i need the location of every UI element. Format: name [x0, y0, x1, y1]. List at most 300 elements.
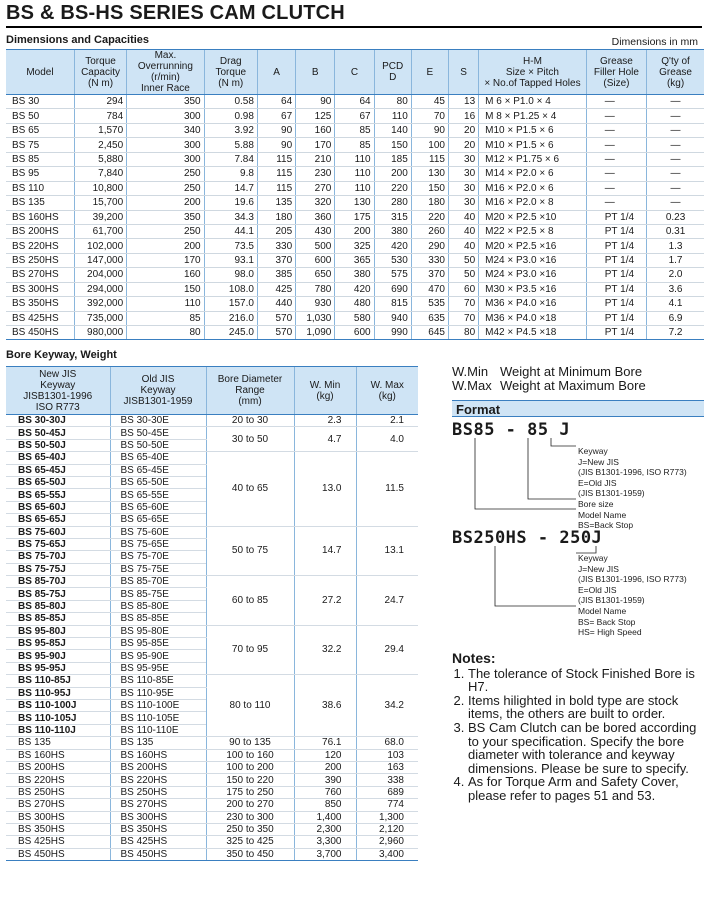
w-min-cell: 32.2 [294, 625, 356, 675]
old-jis-cell: BS 75-75E [110, 563, 206, 575]
format-heading: Format [452, 400, 704, 417]
table-cell: 180 [257, 210, 295, 224]
table-cell: 130 [411, 167, 448, 181]
w-min-cell: 1,400 [294, 811, 356, 823]
table-cell: 2,450 [74, 138, 126, 152]
w-min-cell: 390 [294, 774, 356, 786]
table-cell: 230 [296, 167, 335, 181]
format-example-1: BS85 - 85 J [452, 420, 571, 440]
old-jis-cell: BS 95-80E [110, 625, 206, 637]
table-cell: 7.84 [204, 152, 257, 166]
table-cell: 64 [257, 95, 295, 109]
table-cell: 85 [127, 311, 204, 325]
table-cell: 0.98 [204, 109, 257, 123]
new-jis-cell: BS 110-105J [6, 712, 110, 724]
table-cell: 14.7 [204, 181, 257, 195]
table-cell: M 8 × P1.25 × 4 [479, 109, 587, 123]
table-cell: 420 [374, 239, 411, 253]
w-max-cell: 1,300 [356, 811, 418, 823]
table-cell: — [586, 109, 646, 123]
table-cell: 160 [127, 268, 204, 282]
table-cell: M24 × P3.0 ×16 [479, 268, 587, 282]
old-jis-cell: BS 85-75E [110, 588, 206, 600]
table-cell: 420 [335, 282, 374, 296]
old-jis-cell: BS 50-45E [110, 427, 206, 439]
table-cell: 784 [74, 109, 126, 123]
old-jis-cell: BS 65-50E [110, 476, 206, 488]
new-jis-cell: BS 65-45J [6, 464, 110, 476]
table-cell: 30 [448, 181, 478, 195]
old-jis-cell: BS 110-100E [110, 699, 206, 711]
table-cell: 0.23 [647, 210, 704, 224]
table-cell: 4.1 [647, 297, 704, 311]
w-min-cell: 2,300 [294, 823, 356, 835]
new-jis-cell: BS 220HS [6, 774, 110, 786]
new-jis-cell: BS 65-50J [6, 476, 110, 488]
table-cell: 294,000 [74, 282, 126, 296]
old-jis-cell: BS 200HS [110, 761, 206, 773]
table-cell: 30 [448, 167, 478, 181]
new-jis-cell: BS 110-85J [6, 675, 110, 687]
table-cell: BS 250HS [6, 253, 74, 267]
old-jis-cell: BS 50-50E [110, 439, 206, 451]
legend-wmin-text: Weight at Minimum Bore [500, 364, 643, 379]
table-cell: M10 × P1.5 × 6 [479, 138, 587, 152]
table-cell: 315 [374, 210, 411, 224]
table-cell: PT 1/4 [586, 268, 646, 282]
ex2-label: Model Name [578, 605, 627, 616]
table-cell: 115 [257, 181, 295, 195]
table-cell: 300 [127, 152, 204, 166]
new-jis-cell: BS 75-65J [6, 538, 110, 550]
new-jis-cell: BS 110-100J [6, 699, 110, 711]
old-jis-cell: BS 270HS [110, 799, 206, 811]
table-cell: 200 [127, 239, 204, 253]
new-jis-cell: BS 65-60J [6, 501, 110, 513]
table-cell: 535 [411, 297, 448, 311]
table-cell: 260 [411, 224, 448, 238]
table-cell: 250 [127, 167, 204, 181]
table-cell: M12 × P1.75 × 6 [479, 152, 587, 166]
table-cell: BS 220HS [6, 239, 74, 253]
table-cell: BS 270HS [6, 268, 74, 282]
w-min-cell: 2.3 [294, 415, 356, 427]
table-cell: — [647, 196, 704, 210]
table-cell: 430 [296, 224, 335, 238]
table-cell: 40 [448, 224, 478, 238]
old-jis-cell: BS 95-85E [110, 638, 206, 650]
table-cell: 425 [257, 282, 295, 296]
ex2-label: HS= High Speed [578, 627, 642, 638]
table-cell: 380 [335, 268, 374, 282]
table-cell: 110 [335, 152, 374, 166]
bore-range-cell: 50 to 75 [206, 526, 294, 576]
connector-keyway-1 [551, 438, 576, 446]
table-cell: BS 160HS [6, 210, 74, 224]
table-cell: M36 × P4.0 ×16 [479, 297, 587, 311]
table-cell: 735,000 [74, 311, 126, 325]
old-jis-cell: BS 95-95E [110, 662, 206, 674]
ex1-label: Model Name [578, 509, 627, 520]
w-min-cell: 120 [294, 749, 356, 761]
table-cell: 30 [448, 152, 478, 166]
table-cell: 3.6 [647, 282, 704, 296]
header-grease-filler: Grease Filler Hole (Size) [586, 50, 646, 95]
connector-bore-size-1 [528, 438, 576, 499]
table-cell: 125 [296, 109, 335, 123]
table-cell: 980,000 [74, 326, 126, 340]
table-cell: — [647, 138, 704, 152]
header-max-overrunning: Max. Overrunning (r/min) Inner Race [127, 50, 204, 95]
table-cell: 645 [411, 326, 448, 340]
table-cell: 530 [374, 253, 411, 267]
table-cell: PT 1/4 [586, 297, 646, 311]
old-jis-cell: BS 135 [110, 737, 206, 749]
table-cell: 110 [335, 167, 374, 181]
ex2-label: (JIS B1301-1996, ISO R773) [578, 574, 687, 585]
table-cell: 70 [411, 109, 448, 123]
header-a: A [257, 50, 295, 95]
table-cell: 61,700 [74, 224, 126, 238]
notes-block [452, 652, 704, 803]
table-cell: 220 [374, 181, 411, 195]
table-cell: 200 [374, 167, 411, 181]
table-cell: 350 [127, 95, 204, 109]
table-cell: 115 [411, 152, 448, 166]
table-cell: M 6 × P1.0 × 4 [479, 95, 587, 109]
table-cell: 650 [296, 268, 335, 282]
table-cell: 170 [296, 138, 335, 152]
table-cell: 200 [335, 224, 374, 238]
old-jis-cell: BS 450HS [110, 848, 206, 860]
table-cell: 7.2 [647, 326, 704, 340]
table-cell: 220 [411, 210, 448, 224]
table-cell: 175 [335, 210, 374, 224]
new-jis-cell: BS 75-70J [6, 551, 110, 563]
table-cell: 80 [374, 95, 411, 109]
table-cell: 9.8 [204, 167, 257, 181]
legend-wmax-key: W.Max [452, 378, 492, 393]
table-cell: 98.0 [204, 268, 257, 282]
old-jis-cell: BS 110-95E [110, 687, 206, 699]
table-cell: — [586, 196, 646, 210]
table-cell: 20 [448, 138, 478, 152]
table-cell: 6.9 [647, 311, 704, 325]
w-min-cell: 76.1 [294, 737, 356, 749]
table-cell: M42 × P4.5 ×18 [479, 326, 587, 340]
table-cell: 294 [74, 95, 126, 109]
table-cell: 815 [374, 297, 411, 311]
w-max-cell: 2.1 [356, 415, 418, 427]
table-cell: 73.5 [204, 239, 257, 253]
header-b: B [296, 50, 335, 95]
table-cell: 2.0 [647, 268, 704, 282]
ex1-label: J=New JIS [578, 456, 619, 467]
bore-range-cell: 70 to 95 [206, 625, 294, 675]
table-cell: — [647, 109, 704, 123]
table-cell: — [586, 95, 646, 109]
new-jis-cell: BS 85-80J [6, 600, 110, 612]
table-cell: 380 [374, 224, 411, 238]
table-cell: 200 [127, 196, 204, 210]
new-jis-cell: BS 250HS [6, 786, 110, 798]
new-jis-cell: BS 85-70J [6, 576, 110, 588]
old-jis-cell: BS 65-40E [110, 452, 206, 464]
w-max-cell: 34.2 [356, 675, 418, 737]
ex1-label: (JIS B1301-1996, ISO R773) [578, 467, 687, 478]
table-cell: 210 [296, 152, 335, 166]
w-min-cell: 200 [294, 761, 356, 773]
old-jis-cell: BS 110-110E [110, 724, 206, 736]
table-cell: 570 [257, 311, 295, 325]
table-cell: 500 [296, 239, 335, 253]
ex2-label: Keyway [578, 553, 608, 563]
bore-range-cell: 40 to 65 [206, 452, 294, 526]
table-cell: 110 [335, 181, 374, 195]
bore-range-cell: 200 to 270 [206, 799, 294, 811]
connector-model-1 [475, 438, 576, 509]
bore-range-cell: 150 to 220 [206, 774, 294, 786]
bore-range-cell: 230 to 300 [206, 811, 294, 823]
connector-model-2 [495, 546, 576, 606]
table-cell: 70 [448, 297, 478, 311]
header-grease-qty: Q'ty of Grease (kg) [647, 50, 704, 95]
old-jis-cell: BS 85-85E [110, 613, 206, 625]
table-cell: 575 [374, 268, 411, 282]
header-new-jis: New JIS Keyway JISB1301-1996 ISO R773 [6, 367, 110, 415]
table-cell: 570 [257, 326, 295, 340]
table-cell: 392,000 [74, 297, 126, 311]
new-jis-cell: BS 95-80J [6, 625, 110, 637]
ex1-label: (JIS B1301-1959) [578, 488, 645, 499]
table-cell: 150 [374, 138, 411, 152]
table-cell: 50 [448, 268, 478, 282]
bore-range-cell: 20 to 30 [206, 415, 294, 427]
header-e: E [411, 50, 448, 95]
new-jis-cell: BS 270HS [6, 799, 110, 811]
table-cell: 440 [257, 297, 295, 311]
old-jis-cell: BS 95-90E [110, 650, 206, 662]
table-cell: 270 [296, 181, 335, 195]
header-s: S [448, 50, 478, 95]
old-jis-cell: BS 110-85E [110, 675, 206, 687]
old-jis-cell: BS 75-70E [110, 551, 206, 563]
table-cell: 180 [411, 196, 448, 210]
w-max-cell: 338 [356, 774, 418, 786]
w-min-cell: 4.7 [294, 427, 356, 452]
ex2-label: (JIS B1301-1959) [578, 595, 645, 606]
table-cell: 250 [127, 181, 204, 195]
table-cell: — [647, 152, 704, 166]
header-w-max: W. Max (kg) [356, 367, 418, 415]
table-cell: BS 300HS [6, 282, 74, 296]
table-cell: 108.0 [204, 282, 257, 296]
header-torque-capacity: Torque Capacity (N m) [74, 50, 126, 95]
header-model: Model [6, 50, 74, 95]
table-cell: 940 [374, 311, 411, 325]
table-cell: M14 × P2.0 × 6 [479, 167, 587, 181]
table-cell: 44.1 [204, 224, 257, 238]
new-jis-cell: BS 95-85J [6, 638, 110, 650]
table-cell: — [586, 167, 646, 181]
w-max-cell: 2,960 [356, 836, 418, 848]
table-cell: M16 × P2.0 × 6 [479, 181, 587, 195]
table-cell: 40 [448, 239, 478, 253]
table-cell: 85 [335, 138, 374, 152]
old-jis-cell: BS 350HS [110, 823, 206, 835]
w-max-cell: 11.5 [356, 452, 418, 526]
table-cell: BS 30 [6, 95, 74, 109]
table-cell: PT 1/4 [586, 239, 646, 253]
table-cell: 34.3 [204, 210, 257, 224]
table-cell: M30 × P3.5 ×16 [479, 282, 587, 296]
table-cell: M16 × P2.0 × 8 [479, 196, 587, 210]
w-min-cell: 850 [294, 799, 356, 811]
table-cell: 64 [335, 95, 374, 109]
table-cell: — [586, 138, 646, 152]
table-cell: 990 [374, 326, 411, 340]
table-cell: 93.1 [204, 253, 257, 267]
table-cell: BS 95 [6, 167, 74, 181]
new-jis-cell: BS 65-55J [6, 489, 110, 501]
table-cell: 330 [257, 239, 295, 253]
table-cell: 325 [335, 239, 374, 253]
header-w-min: W. Min (kg) [294, 367, 356, 415]
new-jis-cell: BS 50-50J [6, 439, 110, 451]
table-cell: M36 × P4.0 ×18 [479, 311, 587, 325]
table-cell: 930 [296, 297, 335, 311]
table-cell: 245.0 [204, 326, 257, 340]
table-cell: M22 × P2.5 × 8 [479, 224, 587, 238]
bore-range-cell: 250 to 350 [206, 823, 294, 835]
table-cell: M20 × P2.5 ×16 [479, 239, 587, 253]
dimension-unit-note: Dimensions in mm [611, 36, 698, 48]
table-cell: 185 [374, 152, 411, 166]
new-jis-cell: BS 200HS [6, 761, 110, 773]
table-cell: PT 1/4 [586, 253, 646, 267]
table-cell: 50 [448, 253, 478, 267]
w-min-cell: 38.6 [294, 675, 356, 737]
table-cell: 320 [296, 196, 335, 210]
table-cell: — [647, 123, 704, 137]
bore-range-cell: 100 to 200 [206, 761, 294, 773]
w-max-cell: 689 [356, 786, 418, 798]
table-cell: 85 [335, 123, 374, 137]
table-cell: 147,000 [74, 253, 126, 267]
w-max-cell: 2,120 [356, 823, 418, 835]
w-max-cell: 774 [356, 799, 418, 811]
new-jis-cell: BS 110-110J [6, 724, 110, 736]
table-cell: 80 [127, 326, 204, 340]
table-cell: 250 [127, 224, 204, 238]
table-cell: 110 [127, 297, 204, 311]
table-cell: 7,840 [74, 167, 126, 181]
w-min-cell: 760 [294, 786, 356, 798]
connector-keyway-2 [576, 546, 596, 553]
table-cell: 45 [411, 95, 448, 109]
section-title-dimensions: Dimensions and Capacities [6, 34, 150, 46]
bore-range-cell: 325 to 425 [206, 836, 294, 848]
ex1-label: Keyway [578, 446, 608, 456]
table-cell: 350 [127, 210, 204, 224]
table-cell: 39,200 [74, 210, 126, 224]
table-cell: 90 [257, 138, 295, 152]
table-cell: 370 [257, 253, 295, 267]
table-cell: 170 [127, 253, 204, 267]
table-cell: 157.0 [204, 297, 257, 311]
table-cell: 480 [335, 297, 374, 311]
old-jis-cell: BS 160HS [110, 749, 206, 761]
table-cell: 280 [374, 196, 411, 210]
old-jis-cell: BS 250HS [110, 786, 206, 798]
table-cell: 5,880 [74, 152, 126, 166]
table-cell: 1.3 [647, 239, 704, 253]
table-cell: BS 450HS [6, 326, 74, 340]
table-cell: 20 [448, 123, 478, 137]
table-cell: 3.92 [204, 123, 257, 137]
w-max-cell: 13.1 [356, 526, 418, 576]
old-jis-cell: BS 425HS [110, 836, 206, 848]
header-bore-range: Bore Diameter Range (mm) [206, 367, 294, 415]
table-cell: 140 [374, 123, 411, 137]
new-jis-cell: BS 300HS [6, 811, 110, 823]
table-cell: PT 1/4 [586, 210, 646, 224]
bore-range-cell: 90 to 135 [206, 737, 294, 749]
table-cell: — [647, 95, 704, 109]
table-cell: 30 [448, 196, 478, 210]
new-jis-cell: BS 65-40J [6, 452, 110, 464]
table-cell: 10,800 [74, 181, 126, 195]
table-cell: — [586, 181, 646, 195]
old-jis-cell: BS 65-60E [110, 501, 206, 513]
table-cell: BS 65 [6, 123, 74, 137]
w-max-cell: 29.4 [356, 625, 418, 675]
ex1-label: Bore size [578, 498, 614, 509]
table-cell: M20 × P2.5 ×10 [479, 210, 587, 224]
header-drag-torque: Drag Torque (N m) [204, 50, 257, 95]
bore-range-cell: 350 to 450 [206, 848, 294, 860]
table-cell: 0.31 [647, 224, 704, 238]
w-max-cell: 4.0 [356, 427, 418, 452]
old-jis-cell: BS 30-30E [110, 415, 206, 427]
old-jis-cell: BS 65-55E [110, 489, 206, 501]
table-cell: 100 [411, 138, 448, 152]
table-cell: 0.58 [204, 95, 257, 109]
note-item: 2. Items hilighted in bold type are stock items, the others are built to order. [468, 694, 704, 721]
table-cell: 135 [257, 196, 295, 210]
table-cell: 67 [257, 109, 295, 123]
new-jis-cell: BS 160HS [6, 749, 110, 761]
table-cell: 300 [127, 138, 204, 152]
table-cell: BS 425HS [6, 311, 74, 325]
new-jis-cell: BS 85-75J [6, 588, 110, 600]
table-cell: 330 [411, 253, 448, 267]
new-jis-cell: BS 450HS [6, 848, 110, 860]
table-cell: 115 [257, 152, 295, 166]
new-jis-cell: BS 85-85J [6, 613, 110, 625]
new-jis-cell: BS 135 [6, 737, 110, 749]
table-cell: 690 [374, 282, 411, 296]
table-cell: 19.6 [204, 196, 257, 210]
table-cell: 5.88 [204, 138, 257, 152]
new-jis-cell: BS 350HS [6, 823, 110, 835]
w-max-cell: 163 [356, 761, 418, 773]
table-cell: BS 75 [6, 138, 74, 152]
old-jis-cell: BS 65-45E [110, 464, 206, 476]
new-jis-cell: BS 30-30J [6, 415, 110, 427]
w-min-cell: 13.0 [294, 452, 356, 526]
table-cell: 13 [448, 95, 478, 109]
